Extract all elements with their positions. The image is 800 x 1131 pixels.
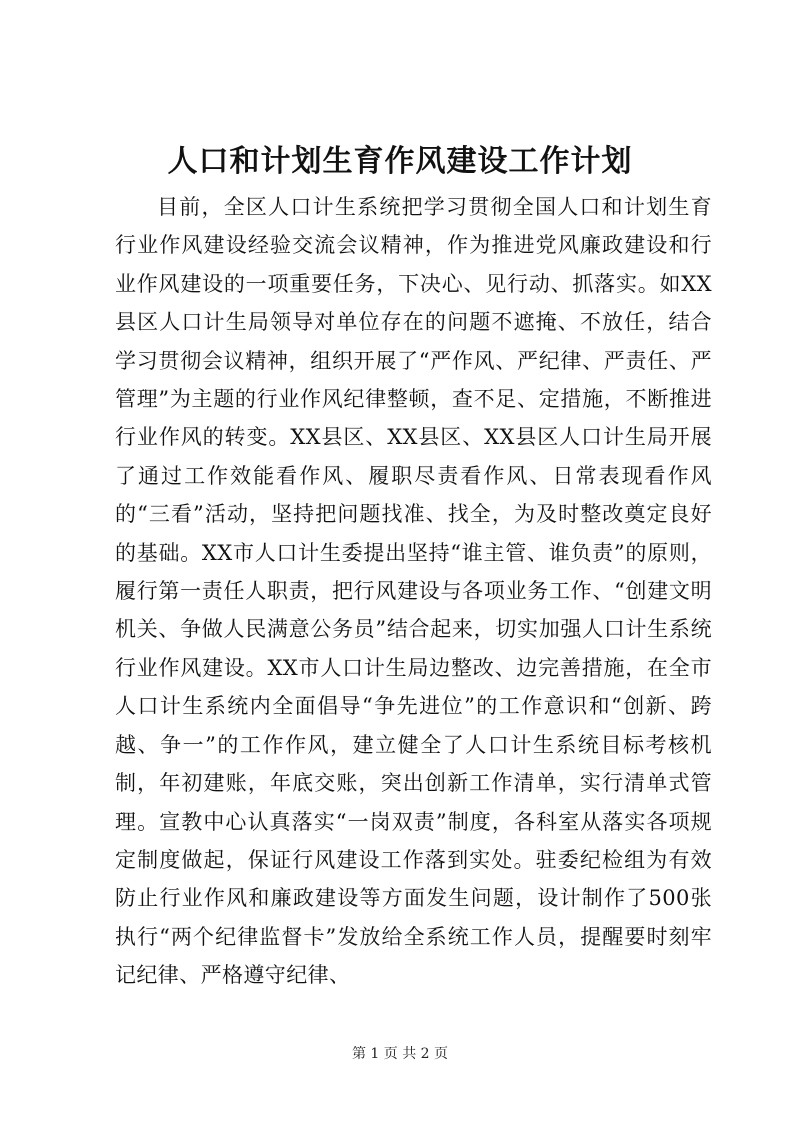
document-title: 人口和计划生育作风建设工作计划: [167, 144, 633, 179]
body-paragraph: 目前，全区人口计生系统把学习贯彻全国人口和计划生育行业作风建设经验交流会议精神，作为推进党风廉政建设和行业作风建设的一项重要任务，下决心、见行动、抓落实。如XX县区人口计生局领导对单位存在的问题不遮掩、不放任，结合学习贯彻会议精神，组织开展了“严作风、严纪律、严责任、严管理”为主题的行业作风纪律整顿，查不足、定措施，不断推进行业作风的转变。XX县区、XX县区、XX县区人口计生局开展了通过工作效能看作风、履职尽责看作风、日常表现看作风的“三看”活动，坚持把问题找准、找全，为及时整改奠定良好的基础。XX市人口计生委提出坚持“谁主管、谁负责”的原则，履行第一责任人职责，把行风建设与各项业务工作、“创建文明机关、争做人民满意公务员”结合起来，切实加强人口计生系统行业作风建设。XX市人口计生局边整改、边完善措施，在全市人口计生系统内全面倡导“争先进位”的工作意识和“创新、跨越、争一”的工作作风，建立健全了人口计生系统目标考核机制，年初建账，年底交账，突出创新工作清单，实行清单式管理。宣教中心认真落实“一岗双责”制度，各科室从落实各项规定制度做起，保证行风建设工作落到实处。驻委纪检组为有效防止行业作风和廉政建设等方面发生问题，设计制作了500张执行“两个纪律监督卡”发放给全系统工作人员，提醒要时刻牢记纪律、严格遵守纪律、: [115, 195, 712, 988]
page-footer: 第 1 页 共 2 页: [351, 1046, 449, 1062]
